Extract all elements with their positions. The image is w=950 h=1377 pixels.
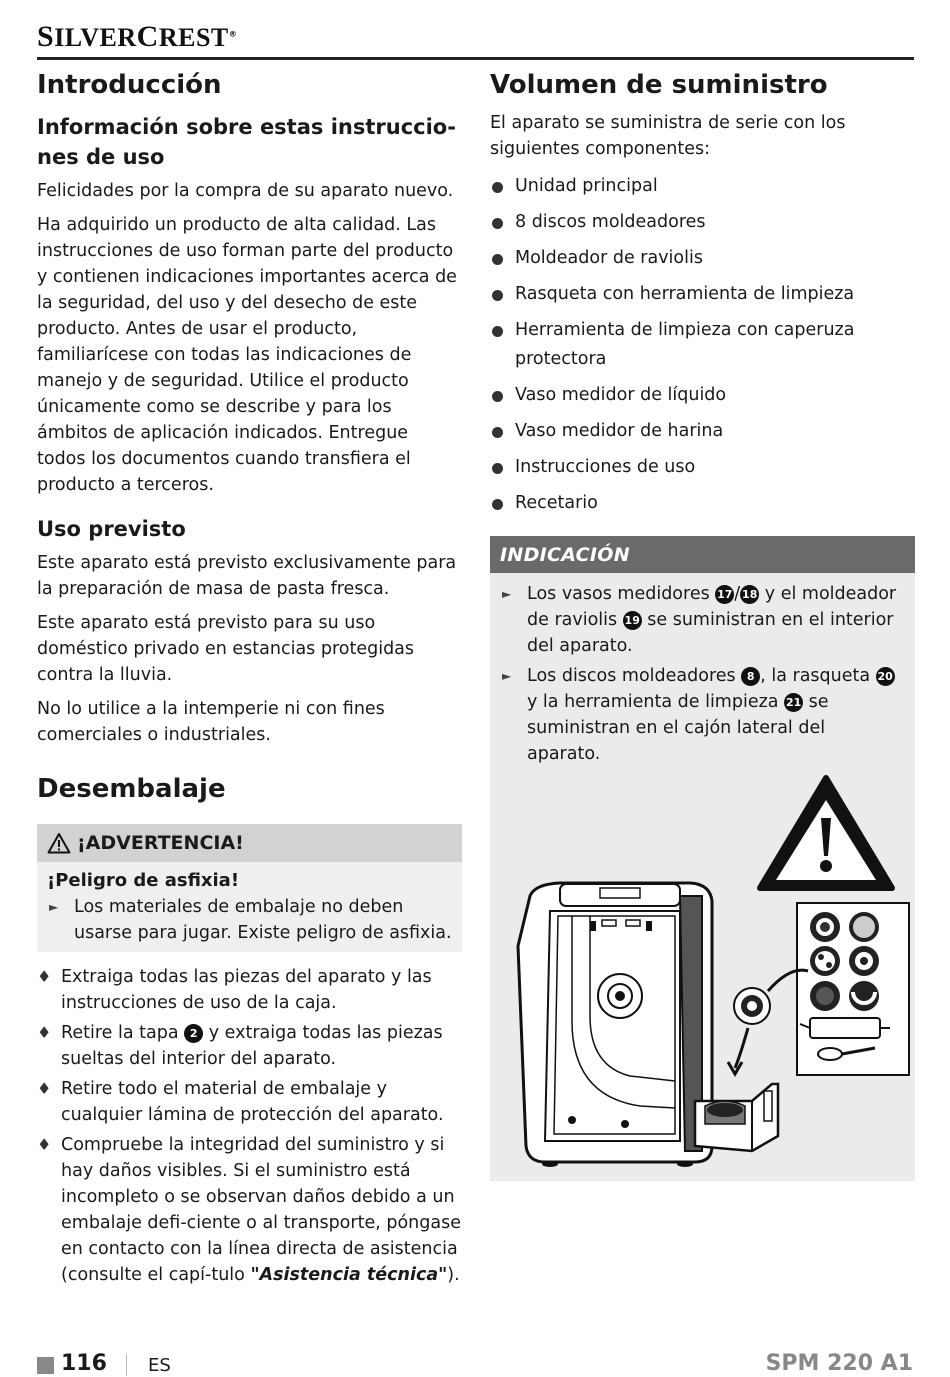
warning-header [37, 824, 462, 862]
footer-divider [126, 1354, 127, 1376]
pasta-maker-icon [518, 883, 712, 1167]
warning-triangle-icon [47, 832, 71, 854]
page-number: 116 [61, 1351, 107, 1376]
diamond-icon: ♦ [37, 967, 52, 986]
note-box [490, 536, 915, 1181]
unpacking-steps [37, 964, 462, 1288]
arrow-icon: ► [49, 900, 59, 914]
warning-box [37, 824, 462, 952]
list-item: Recetario [490, 489, 915, 518]
model-number: SPM 220 A1 [765, 1351, 913, 1376]
list-item: ♦ Retire la tapa 2 y extraiga todas las piezas sueltas del interior del aparato. [37, 1020, 462, 1072]
bullet-icon [492, 499, 503, 510]
hazard-triangle-icon [760, 778, 892, 888]
bullet-icon [492, 427, 503, 438]
list-item: 8 discos moldeadores [490, 208, 915, 237]
note-item: ► Los discos moldeadores 8 , la rasqueta 20 y la herramienta de limpieza 21 se suministran en el cajón lateral del aparato. [500, 663, 901, 767]
language-code: ES [148, 1355, 171, 1376]
paragraph-supply-intro: El aparato se suministra de serie con los siguientes componentes: [490, 113, 846, 159]
bullet-icon [492, 290, 503, 301]
part-number-badge: 17 [715, 585, 734, 604]
list-item: Vaso medidor de líquido [490, 381, 915, 410]
bullet-icon [492, 218, 503, 229]
list-item: ♦ Extraiga todas las piezas del aparato y las instrucciones de uso de la caja. [37, 964, 462, 1016]
left-column [37, 66, 462, 1288]
warning-item: ► Los materiales de embalaje no deben usarse para jugar. Existe peligro de asfixia. [47, 894, 452, 946]
paragraph-congrats: Felicidades por la compra de su aparato nuevo. [37, 181, 454, 201]
diamond-icon: ♦ [37, 1135, 52, 1154]
list-item: Unidad principal [490, 172, 915, 201]
list-item: Herramienta de limpieza con caperuza protectora [490, 316, 915, 374]
paragraph-uso-2: Este aparato está previsto para su uso doméstico privado en estancias protegidas contra la lluvia. [37, 613, 415, 685]
diamond-icon: ♦ [37, 1023, 52, 1042]
bullet-icon [492, 463, 503, 474]
supply-list [490, 172, 915, 518]
diamond-icon: ♦ [37, 1079, 52, 1098]
appliance-illustration [490, 766, 915, 1181]
list-item: Instrucciones de uso [490, 453, 915, 482]
subsection-title-informacion: Información sobre estas instruccio-nes de uso [37, 115, 456, 169]
section-title-volumen: Volumen de suministro [490, 70, 828, 100]
list-item: ♦ Compruebe la integridad del suministro y si hay daños visibles. Si el suministro está incompleto o se observan daños debido a un embalaje defi-ciente o al transporte, póngase en contacto con la línea directa de asistencia (consulte el capí-tulo "Asistencia técnica"). [37, 1132, 462, 1288]
arrow-icon: ► [502, 669, 512, 683]
paragraph-quality: Ha adquirido un producto de alta calidad. Las instrucciones de uso forman parte del producto y contienen indicaciones importantes acerca de la seguridad, del uso y del desecho de este producto. Antes de usar el producto, familiarícese con todas las indicaciones de manejo y de seguridad. Utilice el producto únicamente como se describe y para los ámbitos de aplicación indicados. Entregue todos los documentos cuando transfiera el producto a terceros. [37, 215, 457, 495]
part-number-badge: 2 [184, 1024, 203, 1043]
list-item: Vaso medidor de harina [490, 417, 915, 446]
note-item: ► Los vasos medidores 17 / 18 y el moldeador de raviolis 19 se suministran en el interior del aparato. [500, 581, 901, 659]
part-number-badge: 19 [623, 611, 642, 630]
part-number-badge: 21 [784, 693, 803, 712]
subsection-title-uso-previsto: Uso previsto [37, 517, 186, 541]
part-number-badge: 20 [876, 667, 895, 686]
header-rule [37, 57, 914, 60]
part-number-badge: 8 [741, 667, 760, 686]
accessory-panel-icon [797, 903, 909, 1075]
arrow-icon: ► [502, 587, 512, 601]
list-item: ♦ Retire todo el material de embalaje y cualquier lámina de protección del aparato. [37, 1076, 462, 1128]
footer-marker [37, 1357, 54, 1374]
bullet-icon [492, 326, 503, 337]
section-title-introduccion: Introducción [37, 70, 222, 100]
bullet-icon [492, 254, 503, 265]
list-item: Rasqueta con herramienta de limpieza [490, 280, 915, 309]
paragraph-uso-1: Este aparato está previsto exclusivamente para la preparación de masa de pasta fresca. [37, 553, 457, 599]
chapter-reference: "Asistencia técnica" [250, 1265, 448, 1285]
bullet-icon [492, 391, 503, 402]
note-header: INDICACIÓN [490, 536, 915, 573]
right-column [490, 66, 915, 1181]
paragraph-uso-3: No lo utilice a la intemperie ni con fines comerciales o industriales. [37, 699, 385, 745]
warning-title: ¡ADVERTENCIA! [77, 832, 244, 854]
list-item: Moldeador de raviolis [490, 244, 915, 273]
bullet-icon [492, 182, 503, 193]
brand-logo: SILVERCREST® [37, 20, 238, 53]
warning-subtitle: ¡Peligro de asfixia! [47, 870, 240, 891]
section-title-desembalaje: Desembalaje [37, 774, 226, 804]
part-number-badge: 18 [740, 585, 759, 604]
